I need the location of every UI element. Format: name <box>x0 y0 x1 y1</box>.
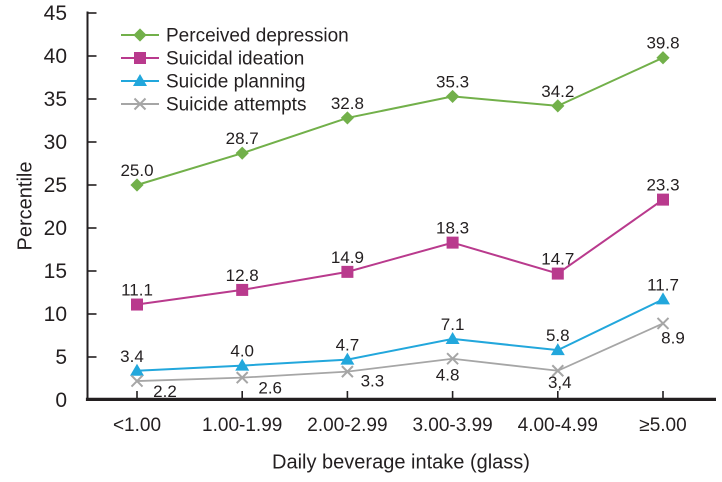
y-tick-label: 5 <box>55 346 67 369</box>
series-1 <box>121 176 679 311</box>
series-line <box>137 323 663 381</box>
x-tick-label: 1.00-1.99 <box>202 415 283 436</box>
series-2 <box>120 275 679 375</box>
data-point-label: 3.3 <box>360 371 385 391</box>
y-tick-label: 40 <box>43 45 67 68</box>
data-point-label: 28.7 <box>225 129 259 149</box>
y-tick-label: 15 <box>43 260 67 283</box>
data-point-marker <box>236 147 249 160</box>
data-point-marker <box>131 299 143 311</box>
data-point-marker <box>236 284 248 296</box>
legend-marker-square <box>134 52 146 64</box>
data-point-label: 14.7 <box>541 249 575 269</box>
data-point-marker <box>551 99 564 112</box>
data-point-label: 34.2 <box>541 81 575 101</box>
data-point-label: 8.9 <box>661 328 685 348</box>
data-point-label: 2.6 <box>258 378 283 398</box>
data-point-label: 12.8 <box>225 265 259 285</box>
data-point-marker <box>656 51 669 64</box>
data-point-label: 3.4 <box>120 346 144 366</box>
y-tick-label: 35 <box>43 88 67 111</box>
data-point-label: 32.8 <box>330 93 364 113</box>
y-tick-label: 45 <box>43 2 67 25</box>
data-point-marker <box>658 318 669 329</box>
series-3 <box>132 318 685 401</box>
data-point-marker <box>446 90 459 103</box>
data-point-label: 18.3 <box>436 218 470 238</box>
legend-label: Perceived depression <box>166 25 349 47</box>
x-tick-label: ≥5.00 <box>639 415 687 436</box>
x-axis-title: Daily beverage intake (glass) <box>272 451 530 474</box>
legend-label: Suicidal ideation <box>166 48 305 70</box>
data-point-label: 11.1 <box>121 280 153 300</box>
x-tick-label: <1.00 <box>112 415 162 436</box>
data-point-label: 4.0 <box>230 341 255 361</box>
series-line <box>137 200 663 305</box>
data-point-label: 39.8 <box>646 33 680 53</box>
legend-item <box>121 49 304 70</box>
data-point-label: 25.0 <box>120 161 154 180</box>
x-tick-label: 3.00-3.99 <box>412 415 493 436</box>
data-point-label: 3,4 <box>547 372 572 392</box>
data-point-label: 4.7 <box>335 335 360 355</box>
x-tick-label: 4.00-4.99 <box>517 415 598 436</box>
data-point-label: 7.1 <box>440 314 465 334</box>
y-tick-label: 30 <box>43 131 67 154</box>
y-tick-label: 10 <box>43 303 67 326</box>
legend-label: Suicide planning <box>166 71 306 93</box>
data-point-label: 14.9 <box>330 247 364 267</box>
data-point-label: 5.8 <box>545 326 570 346</box>
data-point-label: 35.3 <box>436 72 470 92</box>
data-point-marker <box>447 237 459 249</box>
y-tick-label: 0 <box>55 389 67 412</box>
legend-item <box>121 95 306 116</box>
data-point-marker <box>657 194 669 206</box>
legend-item <box>121 72 305 93</box>
legend-label: Suicide attempts <box>166 94 307 116</box>
data-point-marker <box>552 268 564 280</box>
data-point-marker <box>130 178 143 191</box>
legend-item <box>121 26 349 47</box>
series-line <box>137 299 663 370</box>
legend-marker-diamond <box>133 28 146 41</box>
data-point-marker <box>341 266 353 278</box>
data-point-label: 23.3 <box>646 175 680 195</box>
y-tick-label: 25 <box>43 174 67 197</box>
x-tick-label: 2.00-2.99 <box>307 415 388 436</box>
y-axis-title: Percentile <box>14 161 37 251</box>
data-point-label: 2.2 <box>153 382 177 402</box>
data-point-label: 4.8 <box>435 365 460 385</box>
data-point-marker <box>341 111 354 124</box>
data-point-label: 11.7 <box>647 275 679 295</box>
y-tick-label: 20 <box>43 217 67 240</box>
